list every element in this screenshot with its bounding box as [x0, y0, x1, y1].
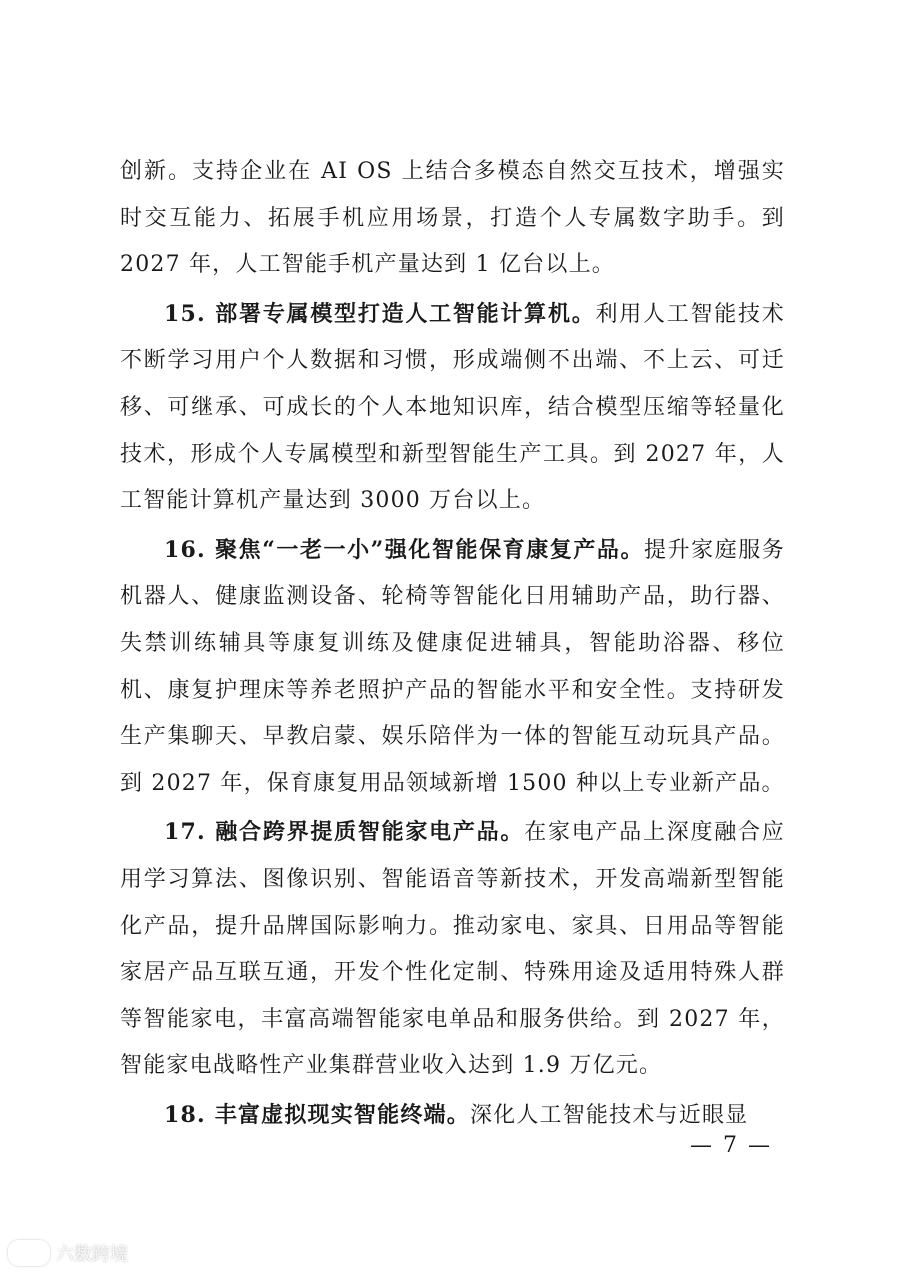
- paragraph-item-15: [120, 291, 785, 525]
- page-number: — 7 —: [690, 1133, 772, 1158]
- paragraph-continuation: [120, 148, 785, 289]
- watermark: [8, 1240, 128, 1266]
- paragraph-text: 利用人工智能技术不断学习用户个人数据和习惯，形成端侧不出端、不上云、可迁移、可继承、可成长的个人本地知识库，结合模型压缩等轻量化技术，形成个人专属模型和新型智能生产工具。到 2027 年，人工智能计算机产量达到 3000 万台以上。: [120, 301, 785, 514]
- paragraph-text: 在家电产品上深度融合应用学习算法、图像识别、智能语音等新技术，开发高端新型智能化产品，提升品牌国际影响力。推动家电、家具、日用品等智能家居产品互联互通，开发个性化定制、特殊用途及适用特殊人群等智能家电，丰富高端智能家电单品和服务供给。到 2027 年，智能家电战略性产业集群营业收入达到 1.9 万亿元。: [120, 820, 785, 1079]
- paragraph-lead: 18. 丰富虚拟现实智能终端。: [164, 1101, 470, 1128]
- paragraph-text: 深化人工智能技术与近眼显: [469, 1102, 749, 1128]
- paragraph-text: 创新。支持企业在 AI OS 上结合多模态自然交互技术，增强实时交互能力、拓展手机应用场景，打造个人专属数字助手。到 2027 年，人工智能手机产量达到 1 亿台以上。: [120, 159, 785, 278]
- watermark-logo-icon: [8, 1240, 50, 1266]
- document-body: [120, 148, 785, 1139]
- paragraph-item-18: [120, 1092, 785, 1140]
- paragraph-lead: 15. 部署专属模型打造人工智能计算机。: [164, 300, 596, 327]
- paragraph-lead: 16. 聚焦“一老一小”强化智能保育康复产品。: [164, 536, 645, 563]
- watermark-text: 六数跨境: [56, 1244, 128, 1265]
- paragraph-item-16: [120, 527, 785, 808]
- paragraph-lead: 17. 融合跨界提质智能家电产品。: [164, 819, 525, 846]
- paragraph-text: 提升家庭服务机器人、健康监测设备、轮椅等智能化日用辅助产品，助行器、失禁训练辅具等康复训练及健康促进辅具，智能助浴器、移位机、康复护理床等养老照护产品的智能水平和安全性。支持研发生产集聊天、早教启蒙、娱乐陪伴为一体的智能互动玩具产品。到 2027 年，保育康复用品领域新增 1500 种以上专业新产品。: [120, 537, 786, 796]
- paragraph-item-17: [120, 809, 785, 1090]
